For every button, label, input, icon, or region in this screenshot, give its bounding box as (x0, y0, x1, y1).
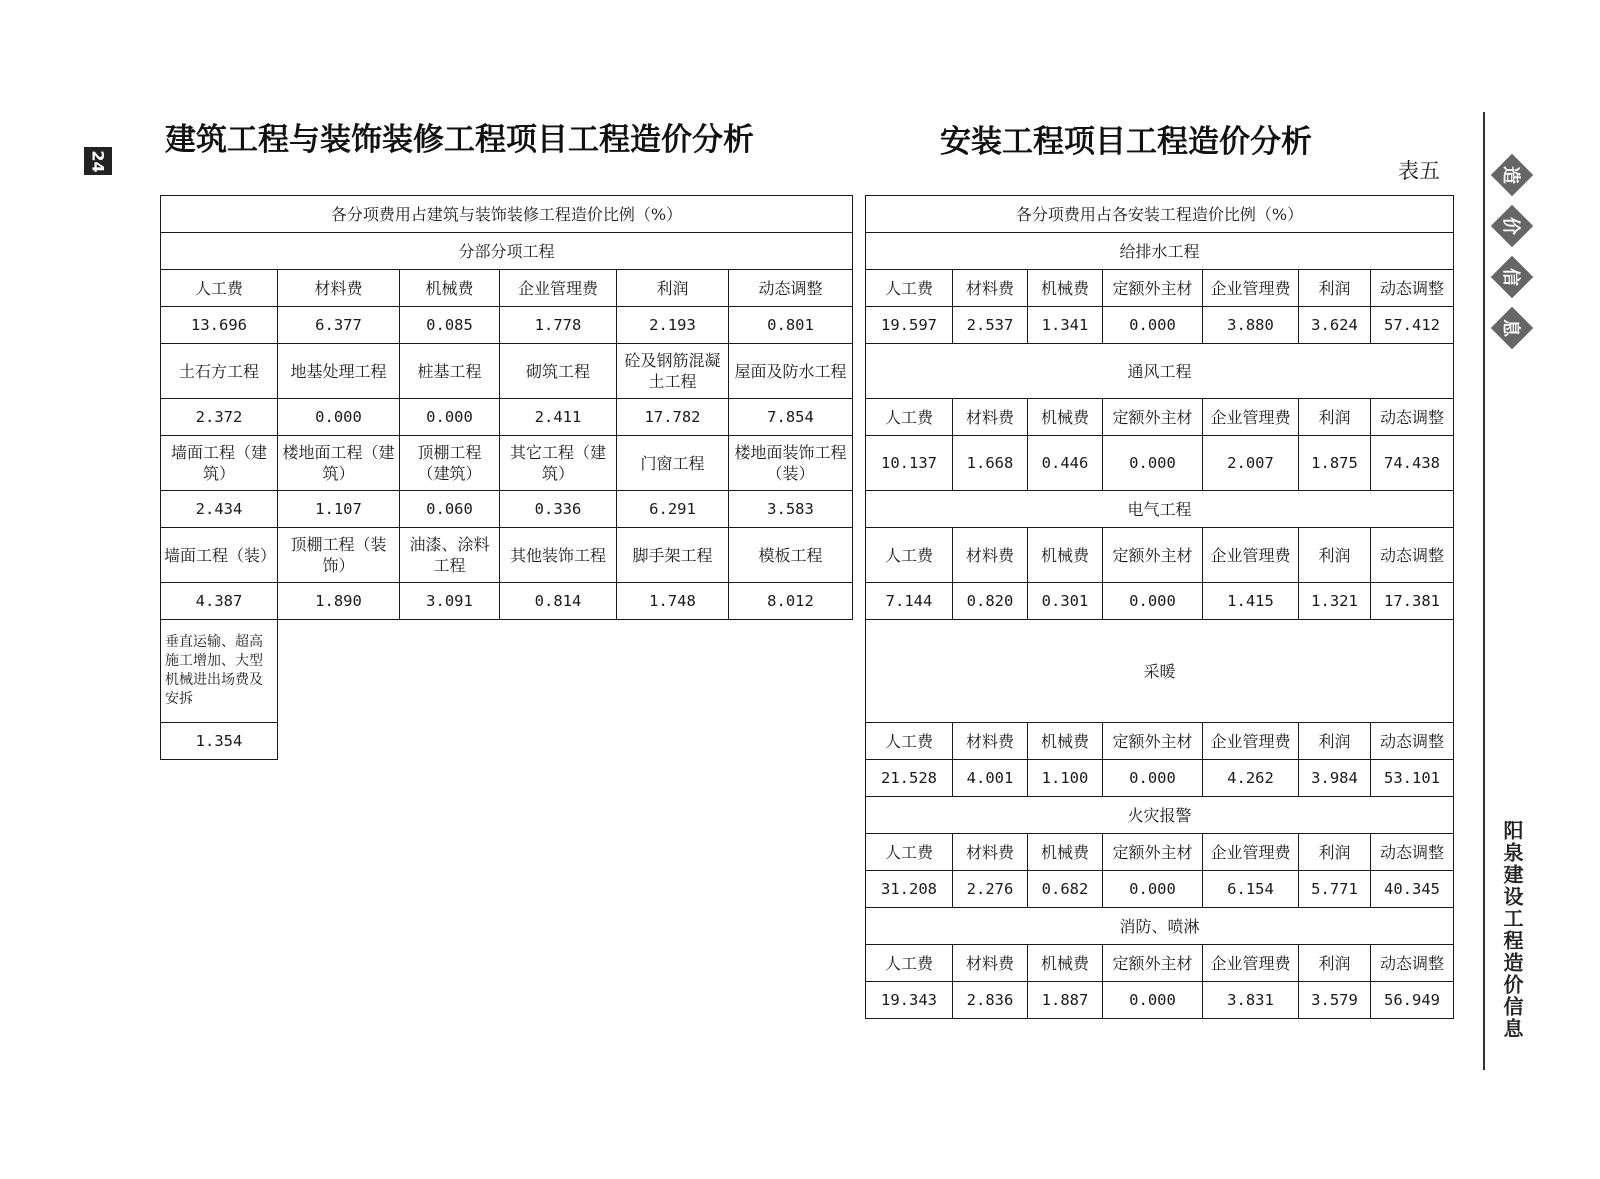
table-cell: 机械费 (1028, 270, 1103, 307)
table-cell: 动态调整 (1371, 723, 1454, 760)
table-cell: 1.668 (953, 436, 1028, 491)
table-cell: 企业管理费 (1203, 945, 1299, 982)
table-cell: 材料费 (953, 945, 1028, 982)
empty-area (278, 723, 853, 760)
table-cell: 0.820 (953, 583, 1028, 620)
table-cell: 企业管理费 (1203, 270, 1299, 307)
table-cell: 材料费 (953, 834, 1028, 871)
table-cell: 0.000 (400, 399, 500, 436)
table-cell: 材料费 (953, 723, 1028, 760)
table-cell: 企业管理费 (1203, 723, 1299, 760)
section-name: 采暖 (866, 620, 1454, 723)
table-cell: 57.412 (1371, 307, 1454, 344)
table-cell: 2.193 (617, 307, 729, 344)
building-table-subheader: 分部分项工程 (161, 233, 853, 270)
table-cell: 利润 (1299, 945, 1371, 982)
table-cell: 5.771 (1299, 871, 1371, 908)
table-cell: 机械费 (1028, 945, 1103, 982)
table-cell: 4.387 (161, 583, 278, 620)
table-cell: 人工费 (866, 399, 953, 436)
table-cell: 动态调整 (729, 270, 853, 307)
table-cell: 3.831 (1203, 982, 1299, 1019)
table-cell: 其它工程（建筑） (500, 436, 617, 491)
side-tag: 信 (1487, 252, 1537, 302)
table-cell: 顶棚工程（建筑） (400, 436, 500, 491)
table-cell: 脚手架工程 (617, 528, 729, 583)
table-cell: 1.341 (1028, 307, 1103, 344)
table-cell: 屋面及防水工程 (729, 344, 853, 399)
building-table-header: 各分项费用占建筑与装饰装修工程造价比例（%） (161, 196, 853, 233)
section-name: 通风工程 (866, 344, 1454, 399)
table-cell: 动态调整 (1371, 945, 1454, 982)
table-cell: 0.801 (729, 307, 853, 344)
table-cell: 6.154 (1203, 871, 1299, 908)
table-cell: 40.345 (1371, 871, 1454, 908)
table-cell: 0.446 (1028, 436, 1103, 491)
table-cell: 7.854 (729, 399, 853, 436)
table-cell: 门窗工程 (617, 436, 729, 491)
table-cell: 企业管理费 (500, 270, 617, 307)
table-cell: 7.144 (866, 583, 953, 620)
table-cell: 10.137 (866, 436, 953, 491)
table-cell: 定额外主材 (1103, 528, 1203, 583)
table-cell: 0.814 (500, 583, 617, 620)
table-cell: 机械费 (1028, 528, 1103, 583)
table-cell: 1.107 (278, 491, 400, 528)
side-tag: 价 (1487, 201, 1537, 251)
table-cell: 企业管理费 (1203, 399, 1299, 436)
table-cell: 利润 (1299, 834, 1371, 871)
table-cell: 动态调整 (1371, 270, 1454, 307)
table-cell: 定额外主材 (1103, 399, 1203, 436)
table-cell: 19.343 (866, 982, 953, 1019)
table-cell: 0.000 (1103, 871, 1203, 908)
table-cell: 定额外主材 (1103, 834, 1203, 871)
table-cell: 3.583 (729, 491, 853, 528)
installation-table-header: 各分项费用占各安装工程造价比例（%） (866, 196, 1454, 233)
table-cell: 楼地面装饰工程（装） (729, 436, 853, 491)
table-cell: 砌筑工程 (500, 344, 617, 399)
section-name: 火灾报警 (866, 797, 1454, 834)
table-cell: 人工费 (161, 270, 278, 307)
table-cell: 1.778 (500, 307, 617, 344)
page-number: 24 (84, 147, 112, 175)
table-cell: 动态调整 (1371, 528, 1454, 583)
table-cell: 3.579 (1299, 982, 1371, 1019)
table-cell: 1.100 (1028, 760, 1103, 797)
margin-rule (1483, 112, 1485, 1070)
table-cell: 17.782 (617, 399, 729, 436)
table-cell: 17.381 (1371, 583, 1454, 620)
table-cell: 1.887 (1028, 982, 1103, 1019)
table-number: 表五 (1398, 159, 1440, 183)
table-cell: 0.000 (1103, 760, 1203, 797)
table-cell: 1.890 (278, 583, 400, 620)
table-cell: 定额外主材 (1103, 270, 1203, 307)
table-cell: 2.276 (953, 871, 1028, 908)
table-cell: 6.377 (278, 307, 400, 344)
building-cost-table (160, 195, 853, 760)
table-cell: 机械费 (1028, 399, 1103, 436)
table-cell: 0.682 (1028, 871, 1103, 908)
table-cell: 2.007 (1203, 436, 1299, 491)
table-cell: 模板工程 (729, 528, 853, 583)
table-cell: 31.208 (866, 871, 953, 908)
side-tag: 息 (1487, 303, 1537, 353)
table-cell: 13.696 (161, 307, 278, 344)
table-cell: 定额外主材 (1103, 723, 1203, 760)
publication-name: 阳泉建设工程造价信息 (1500, 820, 1524, 1040)
table-cell: 利润 (1299, 270, 1371, 307)
table-cell: 砼及钢筋混凝土工程 (617, 344, 729, 399)
side-tag: 造 (1487, 150, 1537, 200)
table-cell: 利润 (1299, 528, 1371, 583)
table-cell: 0.000 (1103, 583, 1203, 620)
table-cell: 利润 (1299, 399, 1371, 436)
table-cell: 3.984 (1299, 760, 1371, 797)
table-cell: 企业管理费 (1203, 834, 1299, 871)
section-name: 给排水工程 (866, 233, 1454, 270)
table-cell: 0.336 (500, 491, 617, 528)
table-cell: 74.438 (1371, 436, 1454, 491)
table-cell: 2.434 (161, 491, 278, 528)
table-cell: 0.085 (400, 307, 500, 344)
table-cell: 楼地面工程（建筑） (278, 436, 400, 491)
table-cell: 2.411 (500, 399, 617, 436)
table-cell: 人工费 (866, 270, 953, 307)
table-cell: 1.875 (1299, 436, 1371, 491)
table-cell: 21.528 (866, 760, 953, 797)
table-cell: 材料费 (278, 270, 400, 307)
empty-area (278, 620, 853, 723)
table-cell: 人工费 (866, 723, 953, 760)
table-cell: 1.748 (617, 583, 729, 620)
table-cell: 人工费 (866, 945, 953, 982)
left-page-title: 建筑工程与装饰装修工程项目工程造价分析 (165, 122, 754, 158)
section-name: 电气工程 (866, 491, 1454, 528)
table-cell: 4.001 (953, 760, 1028, 797)
table-cell: 6.291 (617, 491, 729, 528)
table-cell: 3.091 (400, 583, 500, 620)
table-cell: 墙面工程（建筑） (161, 436, 278, 491)
table-cell: 0.301 (1028, 583, 1103, 620)
table-cell: 企业管理费 (1203, 528, 1299, 583)
table-cell: 8.012 (729, 583, 853, 620)
table-cell: 3.624 (1299, 307, 1371, 344)
table-cell: 19.597 (866, 307, 953, 344)
table-cell: 4.262 (1203, 760, 1299, 797)
table-cell: 53.101 (1371, 760, 1454, 797)
table-cell: 1.321 (1299, 583, 1371, 620)
table-cell: 土石方工程 (161, 344, 278, 399)
right-page-title: 安装工程项目工程造价分析 (940, 124, 1312, 160)
table-cell: 1.354 (161, 723, 278, 760)
installation-cost-table (865, 195, 1454, 1019)
table-cell: 顶棚工程（装饰） (278, 528, 400, 583)
table-cell: 动态调整 (1371, 399, 1454, 436)
table-cell: 机械费 (1028, 834, 1103, 871)
table-cell: 0.000 (1103, 982, 1203, 1019)
table-cell: 2.537 (953, 307, 1028, 344)
table-cell: 动态调整 (1371, 834, 1454, 871)
table-cell: 人工费 (866, 834, 953, 871)
table-cell: 材料费 (953, 528, 1028, 583)
table-cell: 0.000 (1103, 436, 1203, 491)
table-cell: 0.000 (1103, 307, 1203, 344)
table-cell: 0.060 (400, 491, 500, 528)
table-cell: 桩基工程 (400, 344, 500, 399)
table-cell: 1.415 (1203, 583, 1299, 620)
section-name: 消防、喷淋 (866, 908, 1454, 945)
table-cell: 0.000 (278, 399, 400, 436)
table-cell: 墙面工程（装） (161, 528, 278, 583)
table-cell: 2.372 (161, 399, 278, 436)
table-cell: 油漆、涂料工程 (400, 528, 500, 583)
side-tags (1487, 150, 1537, 354)
table-cell: 其他装饰工程 (500, 528, 617, 583)
table-cell: 2.836 (953, 982, 1028, 1019)
table-cell: 材料费 (953, 270, 1028, 307)
table-cell: 地基处理工程 (278, 344, 400, 399)
table-cell: 人工费 (866, 528, 953, 583)
table-cell: 机械费 (1028, 723, 1103, 760)
table-cell: 利润 (617, 270, 729, 307)
table-cell: 3.880 (1203, 307, 1299, 344)
table-cell: 56.949 (1371, 982, 1454, 1019)
table-cell: 垂直运输、超高施工增加、大型机械进出场费及安拆 (161, 620, 278, 723)
table-cell: 定额外主材 (1103, 945, 1203, 982)
table-cell: 利润 (1299, 723, 1371, 760)
table-cell: 材料费 (953, 399, 1028, 436)
table-cell: 机械费 (400, 270, 500, 307)
